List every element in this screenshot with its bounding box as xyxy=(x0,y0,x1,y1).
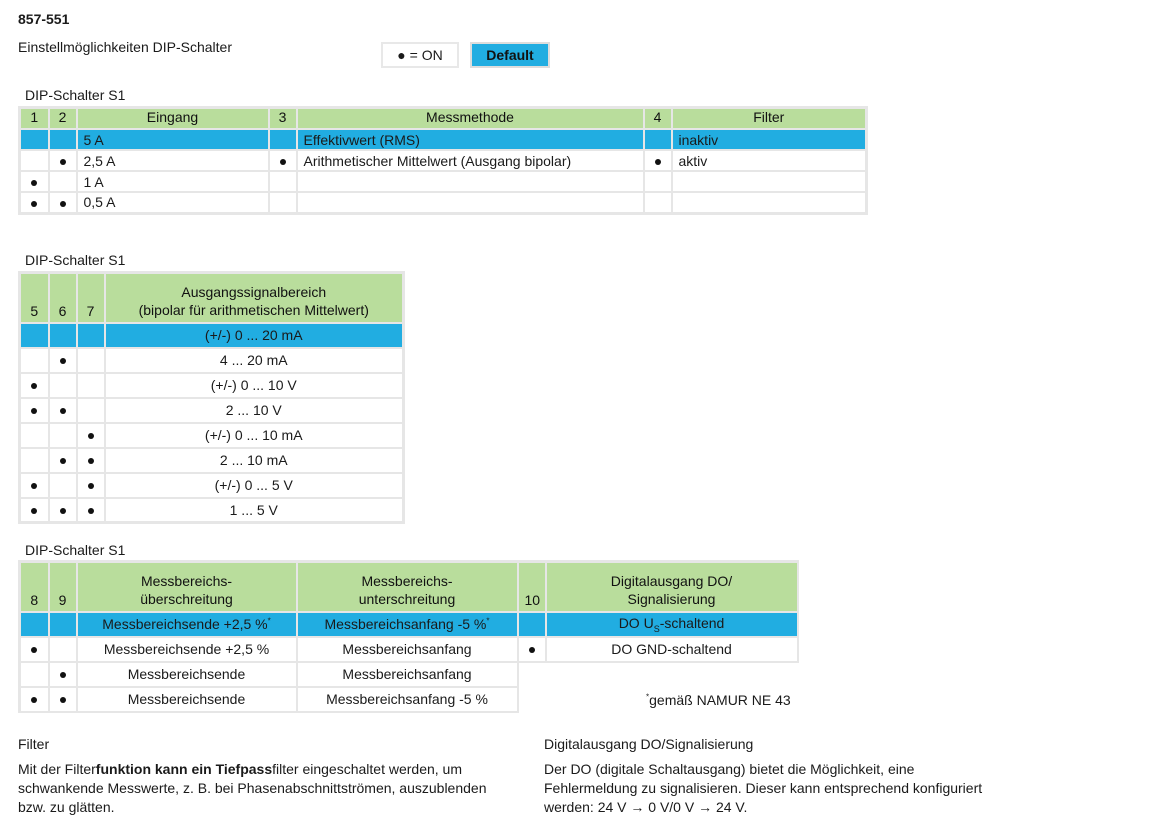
switch-1-cell xyxy=(20,171,49,192)
switch-10-cell xyxy=(518,637,546,662)
eingang-cell: 2,5 A xyxy=(77,150,269,171)
eingang-cell: 1 A xyxy=(77,171,269,192)
header-underrange-line1: Messbereichs- xyxy=(361,572,453,589)
switch-9-cell xyxy=(49,687,77,712)
on-dot-icon xyxy=(60,672,66,678)
switch-7-cell xyxy=(77,323,105,348)
messmethode-cell xyxy=(297,192,644,213)
switch-1-cell xyxy=(20,192,49,213)
eingang-cell: 0,5 A xyxy=(77,192,269,213)
header-output-range xyxy=(105,273,404,323)
switch-5-cell xyxy=(20,373,49,398)
on-dot-icon xyxy=(31,408,37,414)
switch-7-cell xyxy=(77,473,105,498)
underrange-text: Messbereichsanfang xyxy=(342,641,472,657)
overrange-text: Messbereichsende xyxy=(127,666,246,682)
table2-body xyxy=(20,323,404,523)
overrange-text: Messbereichsende +2,5 % xyxy=(102,616,268,632)
on-dot-icon xyxy=(280,159,286,165)
output-range-cell: 2 ... 10 mA xyxy=(105,448,404,473)
table3-caption: DIP-Schalter S1 xyxy=(25,542,126,558)
on-dot-icon xyxy=(60,408,66,414)
switch-5-cell xyxy=(20,498,49,523)
on-dot-icon xyxy=(31,508,37,514)
switch-6-cell xyxy=(49,323,77,348)
underrange-cell xyxy=(297,612,518,637)
switch-7-cell xyxy=(77,498,105,523)
switch-9-cell xyxy=(49,662,77,687)
legend-on-indicator: ● = ON xyxy=(381,42,459,68)
table-row xyxy=(20,129,867,150)
switch-6-cell xyxy=(49,373,77,398)
switch-7-cell xyxy=(77,423,105,448)
on-dot-icon xyxy=(60,508,66,514)
overrange-cell xyxy=(77,662,297,687)
on-dot-icon xyxy=(31,647,37,653)
overrange-cell xyxy=(77,687,297,712)
header-overrange xyxy=(77,562,297,612)
header-switch-4: 4 xyxy=(644,108,672,130)
empty-cell xyxy=(518,687,546,712)
product-id: 857-551 xyxy=(18,11,70,27)
header-switch-9: 9 xyxy=(49,562,77,612)
switch-3-cell xyxy=(269,129,297,150)
switch-9-cell xyxy=(49,637,77,662)
switch-6-cell xyxy=(49,398,77,423)
header-switch-10: 10 xyxy=(518,562,546,612)
page-heading: Einstellmöglichkeiten DIP-Schalter xyxy=(18,39,232,55)
filter-cell xyxy=(672,171,867,192)
switch-1-cell xyxy=(20,129,49,150)
table-row xyxy=(20,473,404,498)
output-range-cell: (+/-) 0 ... 10 mA xyxy=(105,423,404,448)
switch-3-cell xyxy=(269,192,297,213)
on-dot-icon xyxy=(60,697,66,703)
underrange-cell xyxy=(297,637,518,662)
switch-3-cell xyxy=(269,150,297,171)
table-row xyxy=(20,373,404,398)
output-range-cell: (+/-) 0 ... 20 mA xyxy=(105,323,404,348)
switch-5-cell xyxy=(20,448,49,473)
switch-4-cell xyxy=(644,129,672,150)
table-row xyxy=(20,423,404,448)
header-output-range-line2: (bipolar für arithmetischen Mittelwert) xyxy=(138,301,369,318)
underrange-text: Messbereichsanfang xyxy=(342,666,472,682)
switch-8-cell xyxy=(20,637,49,662)
messmethode-cell xyxy=(297,171,644,192)
overrange-cell xyxy=(77,612,297,637)
switch-8-cell xyxy=(20,662,49,687)
switch-6-cell xyxy=(49,498,77,523)
underrange-cell xyxy=(297,687,518,712)
header-switch-8: 8 xyxy=(20,562,49,612)
switch-5-cell xyxy=(20,398,49,423)
header-switch-7: 7 xyxy=(77,273,105,323)
on-dot-icon xyxy=(655,159,661,165)
filter-text-part2: funktion kann ein Tiefpass xyxy=(95,761,273,777)
underrange-text: Messbereichsanfang -5 % xyxy=(324,616,487,632)
digital-output-cell xyxy=(546,637,798,662)
header-underrange-line2: unterschreitung xyxy=(358,590,456,607)
switch-3-cell xyxy=(269,171,297,192)
filter-text-part3: filter eingeschaltet werden, um schwankende Messwerte, z. B. bei Phasenabschnittströmen, auszublenden bzw. zu glätten. xyxy=(18,761,487,815)
on-dot-icon xyxy=(60,201,66,207)
on-dot-icon xyxy=(88,508,94,514)
dip-table-range-violation-do xyxy=(18,560,799,713)
underrange-cell xyxy=(297,662,518,687)
empty-cell xyxy=(546,662,798,687)
switch-7-cell xyxy=(77,348,105,373)
table-row xyxy=(20,612,798,637)
empty-cell xyxy=(518,662,546,687)
header-switch-5: 5 xyxy=(20,273,49,323)
switch-5-cell xyxy=(20,473,49,498)
digital-output-subscript: S xyxy=(653,623,660,634)
on-dot-icon xyxy=(31,180,37,186)
digital-output-cell xyxy=(546,612,798,637)
on-dot-icon xyxy=(88,483,94,489)
switch-5-cell xyxy=(20,423,49,448)
switch-4-cell xyxy=(644,150,672,171)
on-dot-icon xyxy=(60,159,66,165)
switch-5-cell xyxy=(20,348,49,373)
header-switch-1: 1 xyxy=(20,108,49,130)
header-underrange xyxy=(297,562,518,612)
header-filter: Filter xyxy=(672,108,867,130)
on-dot-icon xyxy=(31,201,37,207)
switch-10-cell xyxy=(518,612,546,637)
header-switch-2: 2 xyxy=(49,108,77,130)
output-range-cell: 4 ... 20 mA xyxy=(105,348,404,373)
footnote xyxy=(646,692,791,708)
eingang-cell: 5 A xyxy=(77,129,269,150)
switch-7-cell xyxy=(77,373,105,398)
footnote-marker: * xyxy=(486,616,490,626)
on-dot-icon xyxy=(88,433,94,439)
switch-4-cell xyxy=(644,171,672,192)
filter-cell: inaktiv xyxy=(672,129,867,150)
on-dot-icon xyxy=(31,697,37,703)
filter-cell xyxy=(672,192,867,213)
switch-1-cell xyxy=(20,150,49,171)
switch-2-cell xyxy=(49,171,77,192)
digital-output-prefix: DO U xyxy=(618,614,654,631)
table1-caption: DIP-Schalter S1 xyxy=(25,87,126,103)
switch-2-cell xyxy=(49,192,77,213)
switch-7-cell xyxy=(77,398,105,423)
switch-6-cell xyxy=(49,473,77,498)
table-row xyxy=(20,662,798,687)
filter-section-text xyxy=(18,760,508,817)
switch-4-cell xyxy=(644,192,672,213)
header-overrange-line2: überschreitung xyxy=(140,590,233,607)
table-row xyxy=(20,323,404,348)
on-dot-icon xyxy=(60,458,66,464)
dip-table-output-range xyxy=(18,271,405,524)
footnote-marker: * xyxy=(267,616,271,626)
filter-cell: aktiv xyxy=(672,150,867,171)
overrange-text: Messbereichsende +2,5 % xyxy=(103,641,270,657)
digital-output-text: DO GND-schaltend xyxy=(611,641,732,657)
header-messmethode: Messmethode xyxy=(297,108,644,130)
table-row xyxy=(20,448,404,473)
header-overrange-line1: Messbereichs- xyxy=(140,572,233,589)
header-switch-3: 3 xyxy=(269,108,297,130)
on-dot-icon xyxy=(31,383,37,389)
messmethode-cell: Arithmetischer Mittelwert (Ausgang bipolar) xyxy=(297,150,644,171)
on-dot-icon xyxy=(60,358,66,364)
do-section-text: Der DO (digitale Schaltausgang) bietet die Möglichkeit, eine Fehlermeldung zu signalisieren. Dieser kann entsprechend konfiguriert werden: 24 V → 0 V/0 V → 24 V. xyxy=(544,761,983,815)
output-range-cell: 1 ... 5 V xyxy=(105,498,404,523)
header-digital-output xyxy=(546,562,798,612)
switch-6-cell xyxy=(49,348,77,373)
switch-7-cell xyxy=(77,448,105,473)
digital-output-suffix: -schaltend xyxy=(659,614,725,631)
footnote-marker: * xyxy=(646,692,650,702)
header-switch-6: 6 xyxy=(49,273,77,323)
switch-2-cell xyxy=(49,129,77,150)
output-range-cell: (+/-) 0 ... 5 V xyxy=(105,473,404,498)
underrange-text: Messbereichsanfang -5 % xyxy=(326,691,488,707)
dip-table-input-method-filter xyxy=(18,106,868,215)
switch-6-cell xyxy=(49,423,77,448)
overrange-cell xyxy=(77,637,297,662)
table-row xyxy=(20,637,798,662)
switch-2-cell xyxy=(49,150,77,171)
header-output-range-line1: Ausgangssignalbereich xyxy=(181,283,327,300)
overrange-text: Messbereichsende xyxy=(127,691,246,707)
table-row xyxy=(20,192,867,213)
switch-8-cell xyxy=(20,687,49,712)
header-digital-output-line2: Signalisierung xyxy=(627,590,716,607)
table-row xyxy=(20,171,867,192)
header-eingang: Eingang xyxy=(77,108,269,130)
switch-5-cell xyxy=(20,323,49,348)
switch-8-cell xyxy=(20,612,49,637)
do-section-title: Digitalausgang DO/Signalisierung xyxy=(544,736,754,752)
table2-caption: DIP-Schalter S1 xyxy=(25,252,126,268)
filter-text-part1: Mit der Filter xyxy=(18,761,96,777)
table-row xyxy=(20,398,404,423)
table-row xyxy=(20,150,867,171)
output-range-cell: 2 ... 10 V xyxy=(105,398,404,423)
on-dot-icon xyxy=(88,458,94,464)
switch-9-cell xyxy=(49,612,77,637)
table-row xyxy=(20,498,404,523)
header-digital-output-line1: Digitalausgang DO/ xyxy=(610,572,733,589)
messmethode-cell: Effektivwert (RMS) xyxy=(297,129,644,150)
switch-6-cell xyxy=(49,448,77,473)
output-range-cell: (+/-) 0 ... 10 V xyxy=(105,373,404,398)
table-row xyxy=(20,348,404,373)
table1-body xyxy=(20,129,867,213)
legend-default-indicator: Default xyxy=(470,42,550,68)
filter-section-title: Filter xyxy=(18,736,50,752)
on-dot-icon xyxy=(31,483,37,489)
on-dot-icon xyxy=(529,647,535,653)
footnote-text: gemäß NAMUR NE 43 xyxy=(649,692,791,708)
